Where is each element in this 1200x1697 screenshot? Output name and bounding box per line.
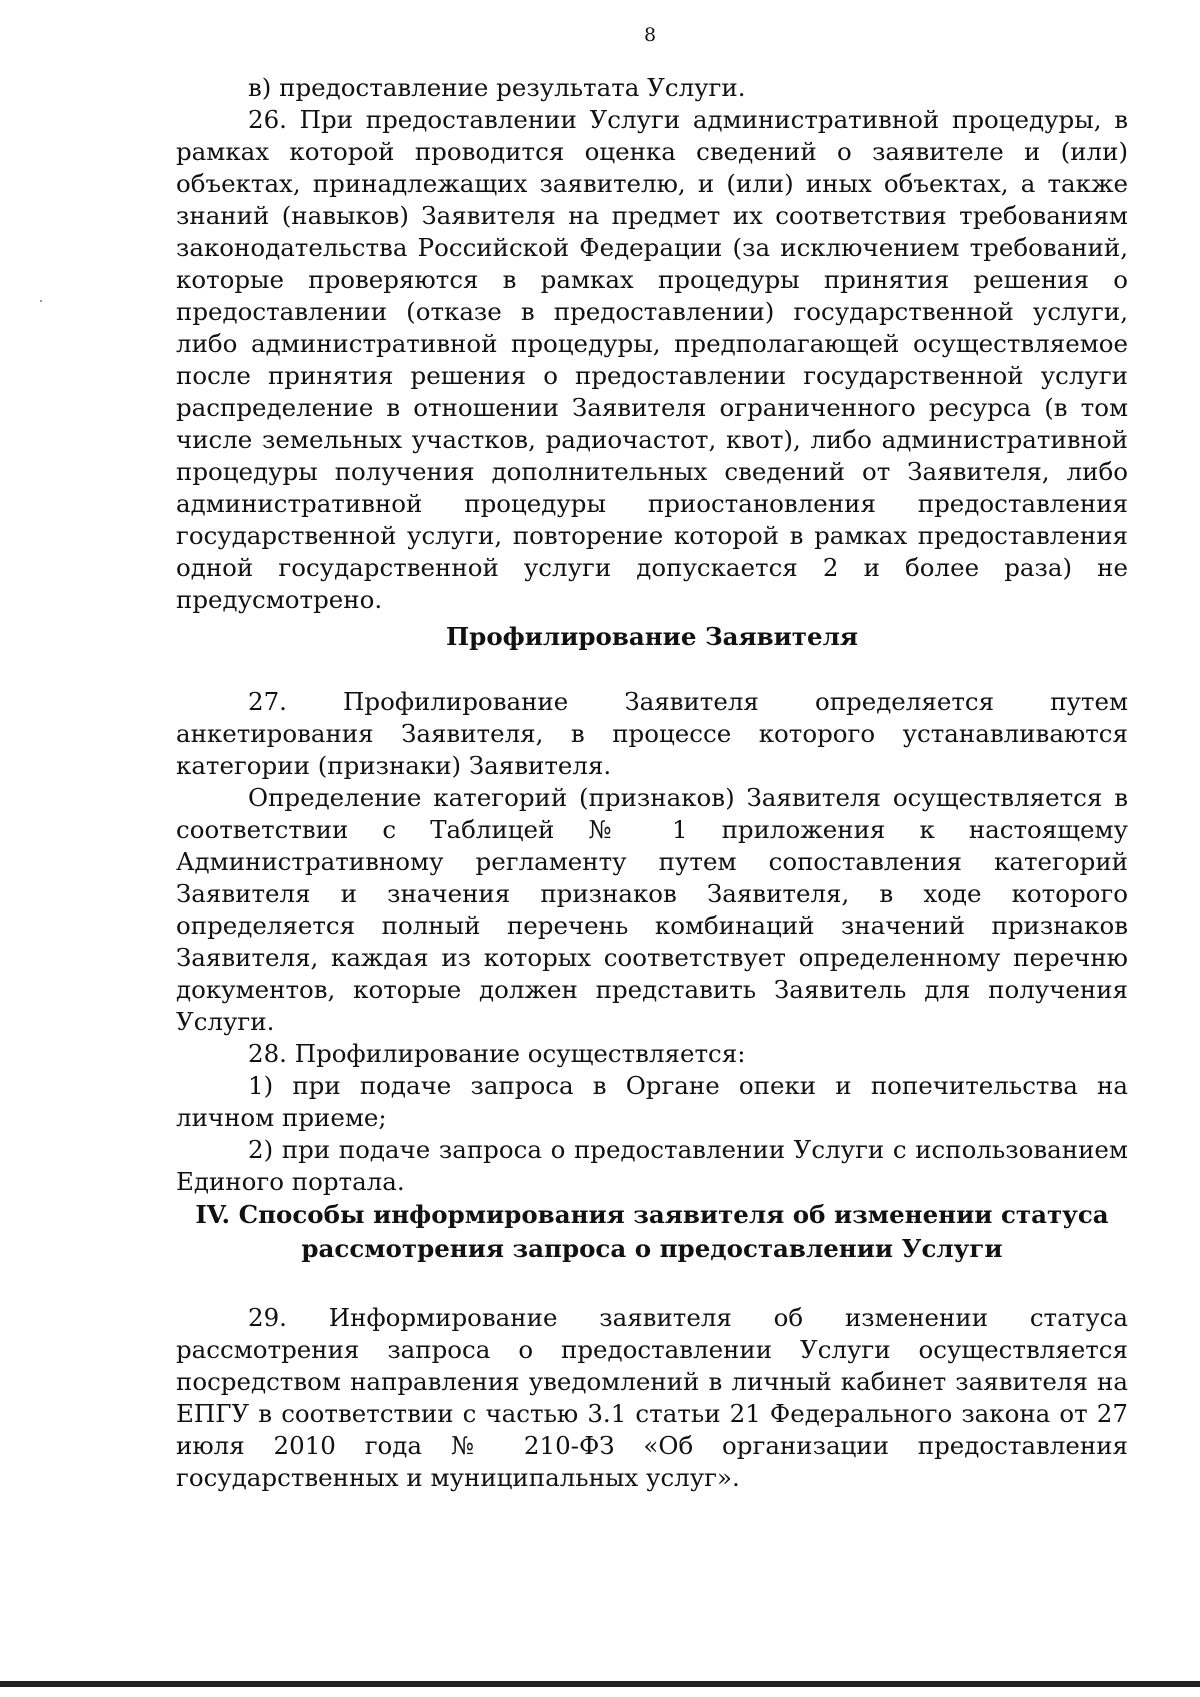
paragraph-29: 29. Информирование заявителя об изменении статуса рассмотрения запроса о предоставлении Услуги осуществляется посредством направления уведомлений в личный кабинет заявителя на ЕПГУ в соответствии с частью 3.1 статьи 21 Федерального закона от 27 июля 2010 года № 210-ФЗ «Об организации предоставления государственных и муниципальных услуг». — [176, 1303, 1128, 1492]
paragraph-27: 27. Профилирование Заявителя определяется путем анкетирования Заявителя, в процессе которого устанавливаются категории (признаки) Заявителя. — [176, 687, 1128, 780]
bottom-scan-edge — [0, 1681, 1200, 1687]
paragraph-28: 28. Профилирование осуществляется: — [248, 1039, 746, 1068]
heading-section-iv-line-1: IV. Способы информирования заявителя об изменении статуса — [195, 1200, 1109, 1229]
paragraph-27-definition: Определение категорий (признаков) Заявителя осуществляется в соответствии с Таблицей № 1 приложения к настоящему Административному регламенту путем сопоставления категорий Заявителя и значения признаков Заявителя, в ходе которого определяется полный перечень комбинаций значений признаков Заявителя, каждая из которых соответствует определенному перечню документов, которые должен представить Заявитель для получения Услуги. — [176, 783, 1128, 1036]
paragraph-26: 26. При предоставлении Услуги административной процедуры, в рамках которой проводится оценка сведений о заявителе и (или) объектах, принадлежащих заявителю, и (или) иных объектах, а также знаний (навыков) Заявителя на предмет их соответствия требованиям законодательства Российской Федерации (за исключением требований, которые проверяются в рамках процедуры принятия решения о предоставлении (отказе в предоставлении) государственной услуги, либо административной процедуры, предполагающей осуществляемое после принятия решения о предоставлении государственной услуги распределение в отношении Заявителя ограниченного ресурса (в том числе земельных участков, радиочастот, квот), либо административной процедуры получения дополнительных сведений от Заявителя, либо административной процедуры приостановления предоставления государственной услуги, повторение которой в рамках предоставления одной государственной услуги допускается 2 и более раза) не предусмотрено. — [176, 105, 1128, 614]
section-26-block — [176, 72, 1128, 616]
paragraph-28-item-2: 2) при подаче запроса о предоставлении Услуги с использованием Единого портала. — [176, 1135, 1128, 1196]
heading-profiling: Профилирование Заявителя — [446, 622, 858, 651]
heading-section-iv-wrapper — [176, 1198, 1128, 1266]
profiling-block — [176, 686, 1128, 1198]
scan-speck — [40, 300, 42, 302]
paragraph-25v: в) предоставление результата Услуги. — [248, 73, 746, 102]
page-number: 8 — [643, 24, 657, 46]
section-29-block — [176, 1302, 1128, 1494]
heading-profiling-wrapper — [176, 621, 1128, 653]
heading-section-iv-line-2: рассмотрения запроса о предоставлении Услуги — [301, 1234, 1003, 1263]
paragraph-28-item-1: 1) при подаче запроса в Органе опеки и попечительства на личном приеме; — [176, 1071, 1128, 1132]
